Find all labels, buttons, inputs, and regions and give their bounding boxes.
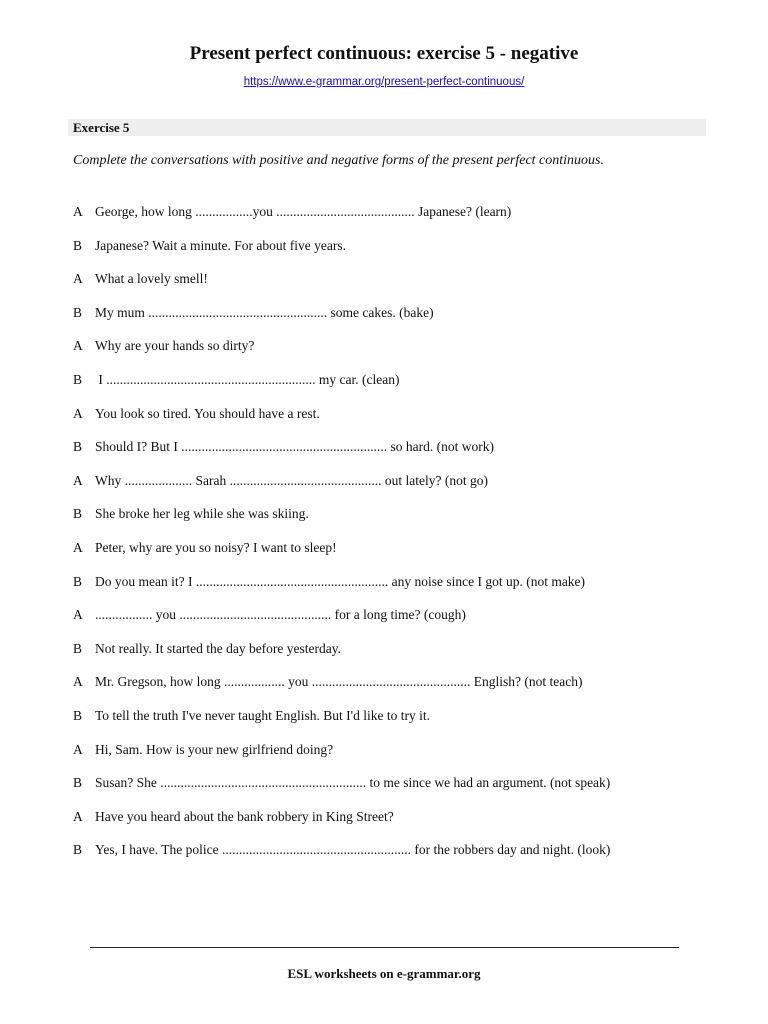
- line-text: Why .................... Sarah ............................................. out lately? (not go): [95, 472, 488, 488]
- conversation-line: [73, 741, 733, 775]
- footer-text: ESL worksheets on e-grammar.org: [287, 966, 481, 981]
- line-text: Mr. Gregson, how long .................. you ............................................... English? (not teach): [95, 674, 583, 690]
- speaker-label: A: [73, 472, 83, 488]
- conversation-line: [73, 673, 733, 707]
- conversation-line: [73, 304, 733, 338]
- line-text: She broke her leg while she was skiing.: [95, 506, 309, 522]
- line-text: Hi, Sam. How is your new girlfriend doing?: [95, 741, 334, 757]
- line-text: You look so tired. You should have a rest.: [95, 405, 320, 421]
- speaker-label: B: [73, 775, 83, 791]
- conversation-line: [73, 237, 733, 271]
- speaker-label: B: [73, 371, 83, 387]
- speaker-label: B: [73, 304, 83, 320]
- line-text: I .............................................................. my car. (clean): [95, 371, 400, 387]
- speaker-label: A: [73, 539, 83, 555]
- exercise-instructions: Complete the conversations with positive and negative forms of the present perfect continuous.: [73, 153, 605, 168]
- speaker-label: B: [73, 707, 83, 723]
- speaker-label: B: [73, 439, 83, 455]
- line-text: Yes, I have. The police ........................................................ for the robbers day and night. (look): [95, 842, 611, 858]
- line-text: Should I? But I ............................................................. so hard. (not work): [95, 439, 494, 455]
- speaker-label: B: [73, 842, 83, 858]
- line-text: What a lovely smell!: [95, 271, 208, 287]
- speaker-label: A: [73, 741, 83, 757]
- exercise-header-bar: [68, 119, 706, 136]
- line-text: George, how long .................you ......................................... Japanese? (learn): [95, 204, 512, 219]
- conversation-line: [73, 640, 733, 674]
- line-text: Not really. It started the day before yesterday.: [95, 640, 342, 656]
- speaker-label: A: [73, 808, 83, 824]
- conversation-line: [73, 438, 733, 472]
- conversation-line: [73, 774, 733, 808]
- source-url-link[interactable]: https://www.e-grammar.org/present-perfect-continuous/: [243, 76, 525, 88]
- line-text: To tell the truth I've never taught English. But I'd like to try it.: [95, 707, 430, 723]
- speaker-label: A: [73, 607, 83, 623]
- conversation-line: [73, 405, 733, 439]
- speaker-label: B: [73, 506, 83, 522]
- conversation-line: [73, 707, 733, 741]
- conversation-line: [73, 539, 733, 573]
- line-text: Why are your hands so dirty?: [95, 338, 255, 354]
- conversation-line: [73, 505, 733, 539]
- speaker-label: A: [73, 338, 83, 354]
- line-text: Have you heard about the bank robbery in King Street?: [95, 808, 394, 824]
- line-text: Susan? She ............................................................. to me since we had an argument. (not speak): [95, 775, 611, 791]
- speaker-label: A: [73, 204, 83, 219]
- line-text: Japanese? Wait a minute. For about five years.: [95, 237, 346, 253]
- conversation-line: [73, 270, 733, 304]
- speaker-label: A: [73, 271, 83, 287]
- line-text: Do you mean it? I ......................................................... any noise since I got up. (not make): [95, 573, 586, 589]
- speaker-label: B: [73, 237, 83, 253]
- page-title: Present perfect continuous: exercise 5 - negative: [189, 43, 579, 64]
- footer-divider: [90, 947, 679, 948]
- conversation-line: [73, 337, 733, 371]
- line-text: Peter, why are you so noisy? I want to sleep!: [95, 539, 337, 555]
- exercise-label: Exercise 5: [73, 120, 130, 135]
- conversation-line: [73, 841, 733, 875]
- conversation-line: [73, 203, 733, 237]
- conversation-list: [73, 203, 733, 875]
- speaker-label: A: [73, 674, 83, 690]
- conversation-line: [73, 606, 733, 640]
- speaker-label: B: [73, 640, 83, 656]
- conversation-line: [73, 472, 733, 506]
- conversation-line: [73, 808, 733, 842]
- line-text: ................. you ............................................. for a long time? (cough): [95, 607, 466, 623]
- line-text: My mum ..................................................... some cakes. (bake): [95, 304, 434, 320]
- conversation-line: [73, 573, 733, 607]
- speaker-label: B: [73, 573, 83, 589]
- speaker-label: A: [73, 405, 83, 421]
- conversation-line: [73, 371, 733, 405]
